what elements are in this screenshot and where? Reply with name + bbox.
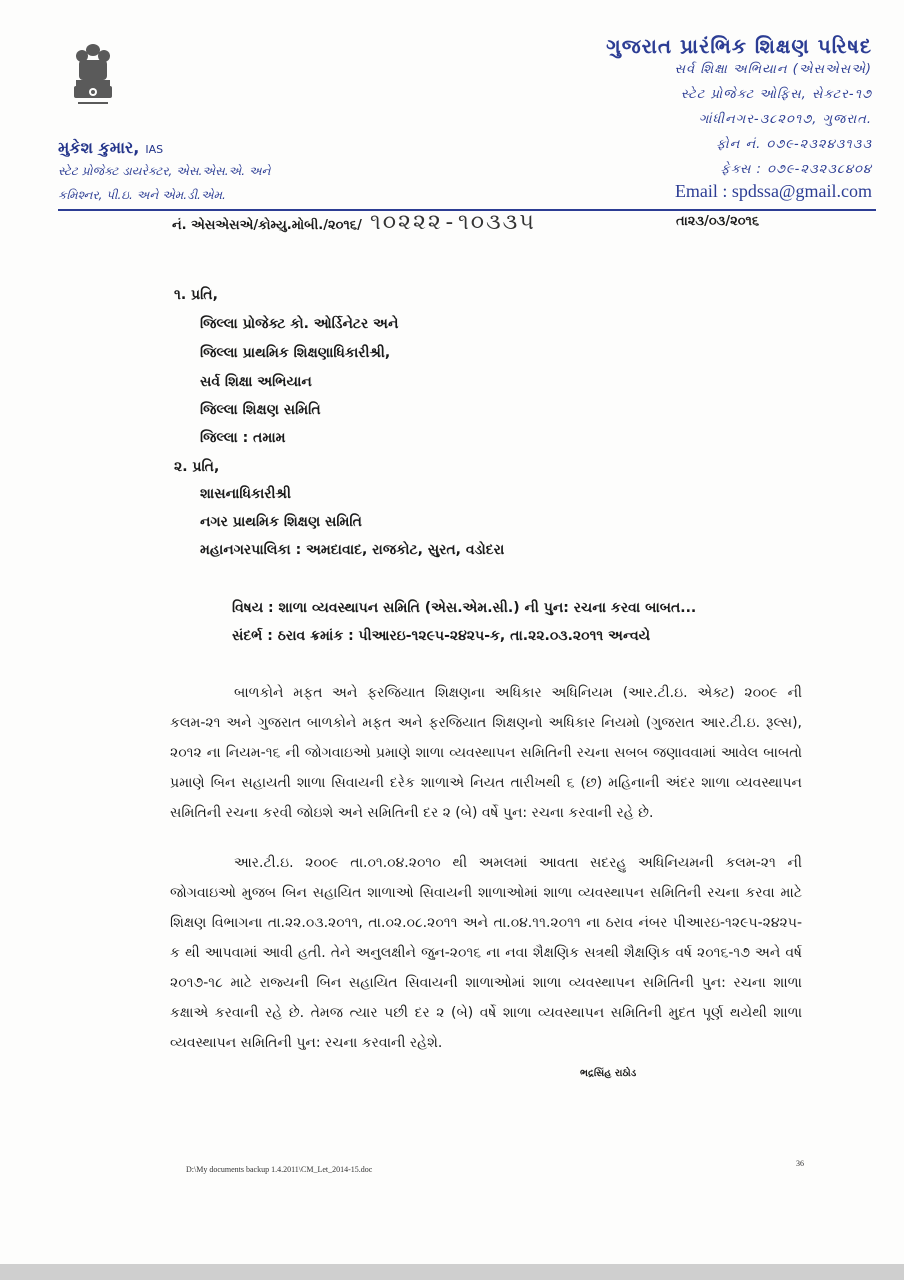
sender-designation: સ્ટેટ પ્રોજેક્ટ ડાયરેક્ટર, એસ.એસ.એ. અને [58, 164, 271, 178]
ashoka-emblem-icon [70, 40, 116, 116]
addressee-line: જિલ્લા પ્રાથમિક શિક્ષણાધિકારીશ્રી, [200, 345, 391, 361]
body-paragraph: આર.ટી.ઇ. ૨૦૦૯ તા.૦૧.૦૪.૨૦૧૦ થી અમલમાં આવતા સદરહુ અધિનિયમની કલમ-૨૧ ની જોગવાઇઓ મુજબ બિન સહાયિત શાળાઓ સિવાયની શાળાઓમાં શાળા વ્યવસ્થાપન સમિતિની રચના કરવા માટે શિક્ષણ વિભાગના તા.૨૨.૦૩.૨૦૧૧, તા.૦૨.૦૮.૨૦૧૧ અને તા.૦૪.૧૧.૨૦૧૧ ના ઠરાવ નંબર પીઆરઇ-૧૨૯૫-૨૪૨૫-ક થી આપવામાં આવી હતી. તેને અનુલક્ષીને જુન-૨૦૧૬ ના નવા શૈક્ષણિક સત્રથી શૈક્ષણિક વર્ષ ૨૦૧૬-૧૭ અને વર્ષ ૨૦૧૭-૧૮ માટે રાજ્યની બિન સહાયિત સિવાયની શાળાઓમાં શાળા વ્યવસ્થાપન સમિતિની પુન: રચના શાળા કક્ષાએ કરવાની રહે છે. તેમજ ત્યાર પછી દર ૨ (બે) વર્ષે શાળા વ્યવસ્થાપન સમિતિની મુદત પૂર્ણ થયેથી શાળા વ્યવસ્થાપન સમિતિની પુન: રચના કરવાની રહેશે. [170, 855, 802, 1051]
letter-reference: સંદર્ભ : ઠરાવ ક્રમાંક : પીઆરઇ-૧૨૯૫-૨૪૨૫-ક, તા.૨૨.૦૩.૨૦૧૧ અન્વયે [232, 628, 651, 644]
addressee-line: નગર પ્રાથમિક શિક્ષણ સમિતિ [200, 514, 362, 530]
addressee-line: જિલ્લા પ્રોજેક્ટ કો. ઓર્ડિનેટર અને [200, 316, 399, 332]
organization-title: ગુજરાત પ્રારંભિક શિક્ષણ પરિષદ [606, 34, 872, 58]
addressee-line: સર્વ શિક્ષા અભિયાન [200, 374, 312, 390]
addressee-line: મહાનગરપાલિકા : અમદાવાદ, રાજકોટ, સુરત, વડોદરા [200, 542, 505, 558]
scan-edge [0, 1264, 904, 1280]
body-paragraph: બાળકોને મફત અને ફરજિયાત શિક્ષણના અધિકાર અધિનિયમ (આર.ટી.ઇ. એક્ટ) ૨૦૦૯ ની કલમ-૨૧ અને ગુજરાત બાળકોને મફત અને ફરજિયાત શિક્ષણનો અધિકાર નિયમો (ગુજરાત આર.ટી.ઇ. રૂલ્સ), ૨૦૧૨ ના નિયમ-૧૬ ની જોગવાઇઓ પ્રમાણે શાળા વ્યવસ્થાપન સમિતિની રચના સબબ જણાવવામાં આવેલ બાબતો પ્રમાણે બિન સહાયતી શાળા સિવાયની દરેક શાળાએ નિયત તારીખથી ૬ (છ) મહિનાની અંદર શાળા વ્યવસ્થાપન સમિતિની રચના કરવી જોઇશે અને સમિતિની દર ૨ (બે) વર્ષે પુન: રચના કરવાની રહે છે. [170, 685, 802, 821]
fax-line: ફેક્સ : ૦૭૯-૨૩૨૩૮૪૦૪ [720, 162, 872, 177]
addressee-line: જિલ્લા શિક્ષણ સમિતિ [200, 402, 321, 418]
reference-number: નં. એસએસએ/કોમ્યુ.મોબી./૨૦૧૬/ [172, 218, 362, 233]
phone-line: ફોન નં. ૦૭૯-૨૩૨૪૩૧૩૩ [716, 137, 872, 152]
addressee-heading: ૧. પ્રતિ, [174, 287, 218, 303]
sender-designation: કમિશ્નર, પી.ઇ. અને એમ.ડી.એમ. [58, 188, 226, 202]
page-number: 36 [796, 1159, 804, 1168]
organization-line: સર્વ શિક્ષા અભિયાન (એસએસએ) [674, 62, 872, 77]
sender-name: મુકેશ કુમાર, IAS [58, 138, 164, 157]
letter-subject: વિષય : શાળા વ્યવસ્થાપન સમિતિ (એસ.એમ.સી.) ની પુન: રચના કરવા બાબત... [232, 600, 697, 616]
file-path-footer: D:\My documents backup 1.4.2011\CM_Let_2014-15.doc [186, 1165, 373, 1174]
organization-line: ગાંધીનગર-૩૮૨૦૧૭, ગુજરાત. [698, 112, 872, 127]
addressee-heading: ૨. પ્રતિ, [174, 459, 220, 475]
letter-date: તા૨૩/૦૩/૨૦૧૬ [676, 214, 760, 229]
addressee-line: જિલ્લા : તમામ [200, 430, 286, 446]
organization-line: સ્ટેટ પ્રોજેક્ટ ઓફિસ, સેક્ટર-૧૭ [680, 87, 872, 102]
addressee-line: શાસનાધિકારીશ્રી [200, 486, 291, 502]
signature-note: ભદ્રસિંહ રાઠોડ [580, 1068, 637, 1079]
email-line: Email : spdssa@gmail.com [674, 181, 872, 201]
handwritten-reference: ૧૦૨૨૨-૧૦૩૩૫ [370, 210, 536, 235]
